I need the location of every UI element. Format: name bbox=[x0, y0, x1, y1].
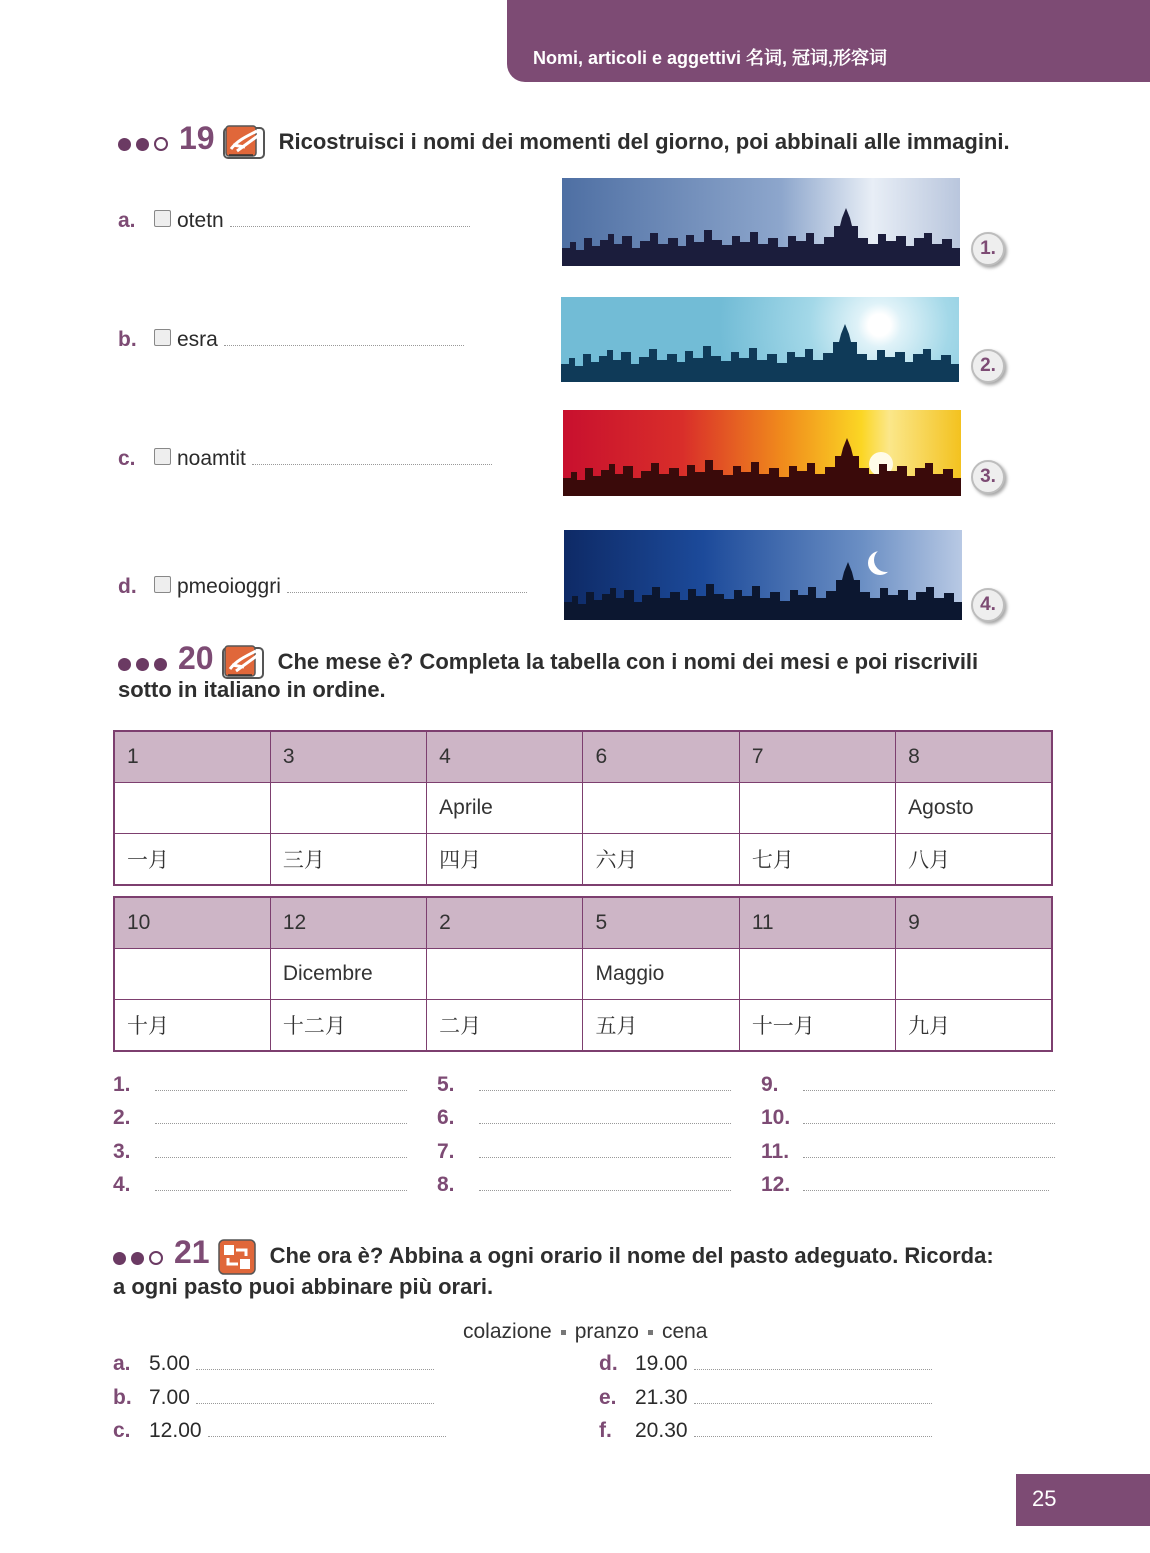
dawn-skyline-image bbox=[562, 178, 960, 266]
answer-line[interactable] bbox=[155, 1122, 407, 1124]
table-cell: 8 bbox=[896, 731, 1052, 783]
chapter-title: Nomi, articoli e aggettivi 名词, 冠词,形容词 bbox=[533, 48, 888, 68]
image-label-3: 3. bbox=[971, 460, 1005, 494]
answer-12: 12. bbox=[761, 1173, 1049, 1197]
answer-line[interactable] bbox=[479, 1156, 731, 1158]
table-cell-answer[interactable] bbox=[739, 783, 895, 834]
ex19-item-b: b. esra bbox=[118, 328, 464, 352]
answer-line[interactable] bbox=[694, 1402, 932, 1404]
exercise-number: 20 bbox=[178, 640, 214, 676]
answer-1: 1. bbox=[113, 1073, 407, 1097]
table-row-chinese bbox=[114, 834, 1052, 886]
table-cell: 十二月 bbox=[270, 1000, 426, 1052]
answer-2: 2. bbox=[113, 1106, 407, 1130]
table-cell: 10 bbox=[114, 897, 270, 949]
answer-line[interactable] bbox=[479, 1189, 731, 1191]
answer-line[interactable] bbox=[155, 1189, 407, 1191]
table-cell: 五月 bbox=[583, 1000, 739, 1052]
table-cell: 八月 bbox=[896, 834, 1052, 886]
table-cell: 一月 bbox=[114, 834, 270, 886]
table-cell: 三月 bbox=[270, 834, 426, 886]
exercise-20-instruction-line2: sotto in italiano in ordine. bbox=[118, 677, 386, 702]
answer-6: 6. bbox=[437, 1106, 731, 1130]
answer-line[interactable] bbox=[196, 1402, 434, 1404]
image-label-1: 1. bbox=[971, 232, 1005, 266]
answer-5: 5. bbox=[437, 1073, 731, 1097]
answer-line[interactable] bbox=[803, 1089, 1055, 1091]
page-number: 25 bbox=[1032, 1486, 1057, 1511]
option-colazione: colazione bbox=[463, 1320, 552, 1343]
table-cell: 11 bbox=[739, 897, 895, 949]
table-cell: 十一月 bbox=[739, 1000, 895, 1052]
exercise-19-instruction: Ricostruisci i nomi dei momenti del giorno, poi abbinali alle immagini. bbox=[278, 129, 1010, 154]
table-row-italian bbox=[114, 949, 1052, 1000]
page-number-box bbox=[1016, 1474, 1150, 1526]
months-table-1 bbox=[113, 730, 1053, 886]
table-row-chinese bbox=[114, 1000, 1052, 1052]
image-label-2: 2. bbox=[971, 349, 1005, 383]
table-cell: 九月 bbox=[896, 1000, 1052, 1052]
ex21-item-a: a. 5.00 bbox=[113, 1352, 434, 1376]
answer-line[interactable] bbox=[694, 1435, 932, 1437]
table-cell: 7 bbox=[739, 731, 895, 783]
ex21-item-b: b. 7.00 bbox=[113, 1386, 434, 1410]
table-cell: 6 bbox=[583, 731, 739, 783]
table-cell: 3 bbox=[270, 731, 426, 783]
ex19-item-a: a. otetn bbox=[118, 209, 470, 233]
table-cell-answer[interactable]: Dicembre bbox=[270, 949, 426, 1000]
table-cell-answer[interactable] bbox=[270, 783, 426, 834]
night-skyline-image bbox=[564, 530, 962, 620]
answer-line[interactable] bbox=[196, 1368, 434, 1370]
table-cell: 4 bbox=[427, 731, 583, 783]
answer-7: 7. bbox=[437, 1140, 731, 1164]
table-row-italian bbox=[114, 783, 1052, 834]
answer-line[interactable] bbox=[803, 1156, 1055, 1158]
ex21-item-c: c. 12.00 bbox=[113, 1419, 446, 1443]
months-table-2 bbox=[113, 896, 1053, 1052]
table-cell: 十月 bbox=[114, 1000, 270, 1052]
table-cell-answer[interactable] bbox=[896, 949, 1052, 1000]
answer-line[interactable] bbox=[287, 591, 527, 593]
exercise-21-heading bbox=[113, 1234, 994, 1275]
answer-line[interactable] bbox=[208, 1435, 446, 1437]
table-cell: 四月 bbox=[427, 834, 583, 886]
writing-hand-icon bbox=[223, 125, 265, 161]
answer-line[interactable] bbox=[479, 1122, 731, 1124]
answer-line[interactable] bbox=[803, 1189, 1049, 1191]
meal-options bbox=[463, 1320, 708, 1344]
answer-11: 11. bbox=[761, 1140, 1055, 1164]
exercise-20-instruction-line1: Che mese è? Completa la tabella con i nomi dei mesi e poi riscrivili bbox=[277, 649, 979, 674]
answer-checkbox[interactable] bbox=[154, 329, 171, 346]
answer-checkbox[interactable] bbox=[154, 576, 171, 593]
answer-line[interactable] bbox=[252, 463, 492, 465]
exercise-21-instruction-line2: a ogni pasto puoi abbinare più orari. bbox=[113, 1274, 494, 1299]
answer-9: 9. bbox=[761, 1073, 1055, 1097]
table-cell: 1 bbox=[114, 731, 270, 783]
answer-line[interactable] bbox=[230, 225, 470, 227]
table-cell: 二月 bbox=[427, 1000, 583, 1052]
option-pranzo: pranzo bbox=[574, 1320, 639, 1343]
table-cell-answer[interactable] bbox=[114, 949, 270, 1000]
table-row-numbers bbox=[114, 731, 1052, 783]
answer-10: 10. bbox=[761, 1106, 1055, 1130]
answer-8: 8. bbox=[437, 1173, 731, 1197]
table-cell: 2 bbox=[427, 897, 583, 949]
matching-arrows-icon bbox=[218, 1239, 256, 1275]
table-cell: 9 bbox=[896, 897, 1052, 949]
answer-line[interactable] bbox=[803, 1122, 1055, 1124]
ex19-item-d: d. pmeoioggri bbox=[118, 575, 527, 599]
ex21-item-e: e. 21.30 bbox=[599, 1386, 932, 1410]
ex21-item-f: f. 20.30 bbox=[599, 1419, 932, 1443]
answer-line[interactable] bbox=[155, 1156, 407, 1158]
table-cell-answer[interactable] bbox=[583, 783, 739, 834]
table-cell-answer[interactable] bbox=[114, 783, 270, 834]
answer-4: 4. bbox=[113, 1173, 407, 1197]
day-skyline-image bbox=[561, 297, 959, 382]
difficulty-dots bbox=[113, 1244, 168, 1270]
exercise-number: 21 bbox=[174, 1234, 210, 1270]
difficulty-dots bbox=[118, 650, 172, 676]
ex19-item-c: c. noamtit bbox=[118, 447, 492, 471]
exercise-19-heading bbox=[118, 120, 1010, 161]
table-cell: 12 bbox=[270, 897, 426, 949]
ex21-item-d: d. 19.00 bbox=[599, 1352, 932, 1376]
table-cell-answer[interactable]: Aprile bbox=[427, 783, 583, 834]
image-label-4: 4. bbox=[971, 588, 1005, 622]
table-cell-answer[interactable]: Maggio bbox=[583, 949, 739, 1000]
option-cena: cena bbox=[661, 1320, 708, 1343]
exercise-20-heading bbox=[118, 640, 978, 681]
difficulty-dots bbox=[118, 130, 173, 156]
table-cell: 七月 bbox=[739, 834, 895, 886]
table-cell-answer[interactable]: Agosto bbox=[896, 783, 1052, 834]
table-cell-answer[interactable] bbox=[427, 949, 583, 1000]
afternoon-skyline-image bbox=[563, 410, 961, 496]
exercise-21-instruction-line1: Che ora è? Abbina a ogni orario il nome del pasto adeguato. Ricorda: bbox=[269, 1243, 994, 1268]
writing-hand-icon bbox=[222, 645, 264, 681]
table-cell: 5 bbox=[583, 897, 739, 949]
answer-line[interactable] bbox=[694, 1368, 932, 1370]
answer-checkbox[interactable] bbox=[154, 448, 171, 465]
table-row-numbers bbox=[114, 897, 1052, 949]
answer-line[interactable] bbox=[155, 1089, 407, 1091]
exercise-number: 19 bbox=[179, 120, 215, 156]
answer-line[interactable] bbox=[479, 1089, 731, 1091]
table-cell-answer[interactable] bbox=[739, 949, 895, 1000]
answer-line[interactable] bbox=[224, 344, 464, 346]
table-cell: 六月 bbox=[583, 834, 739, 886]
answer-3: 3. bbox=[113, 1140, 407, 1164]
answer-checkbox[interactable] bbox=[154, 210, 171, 227]
